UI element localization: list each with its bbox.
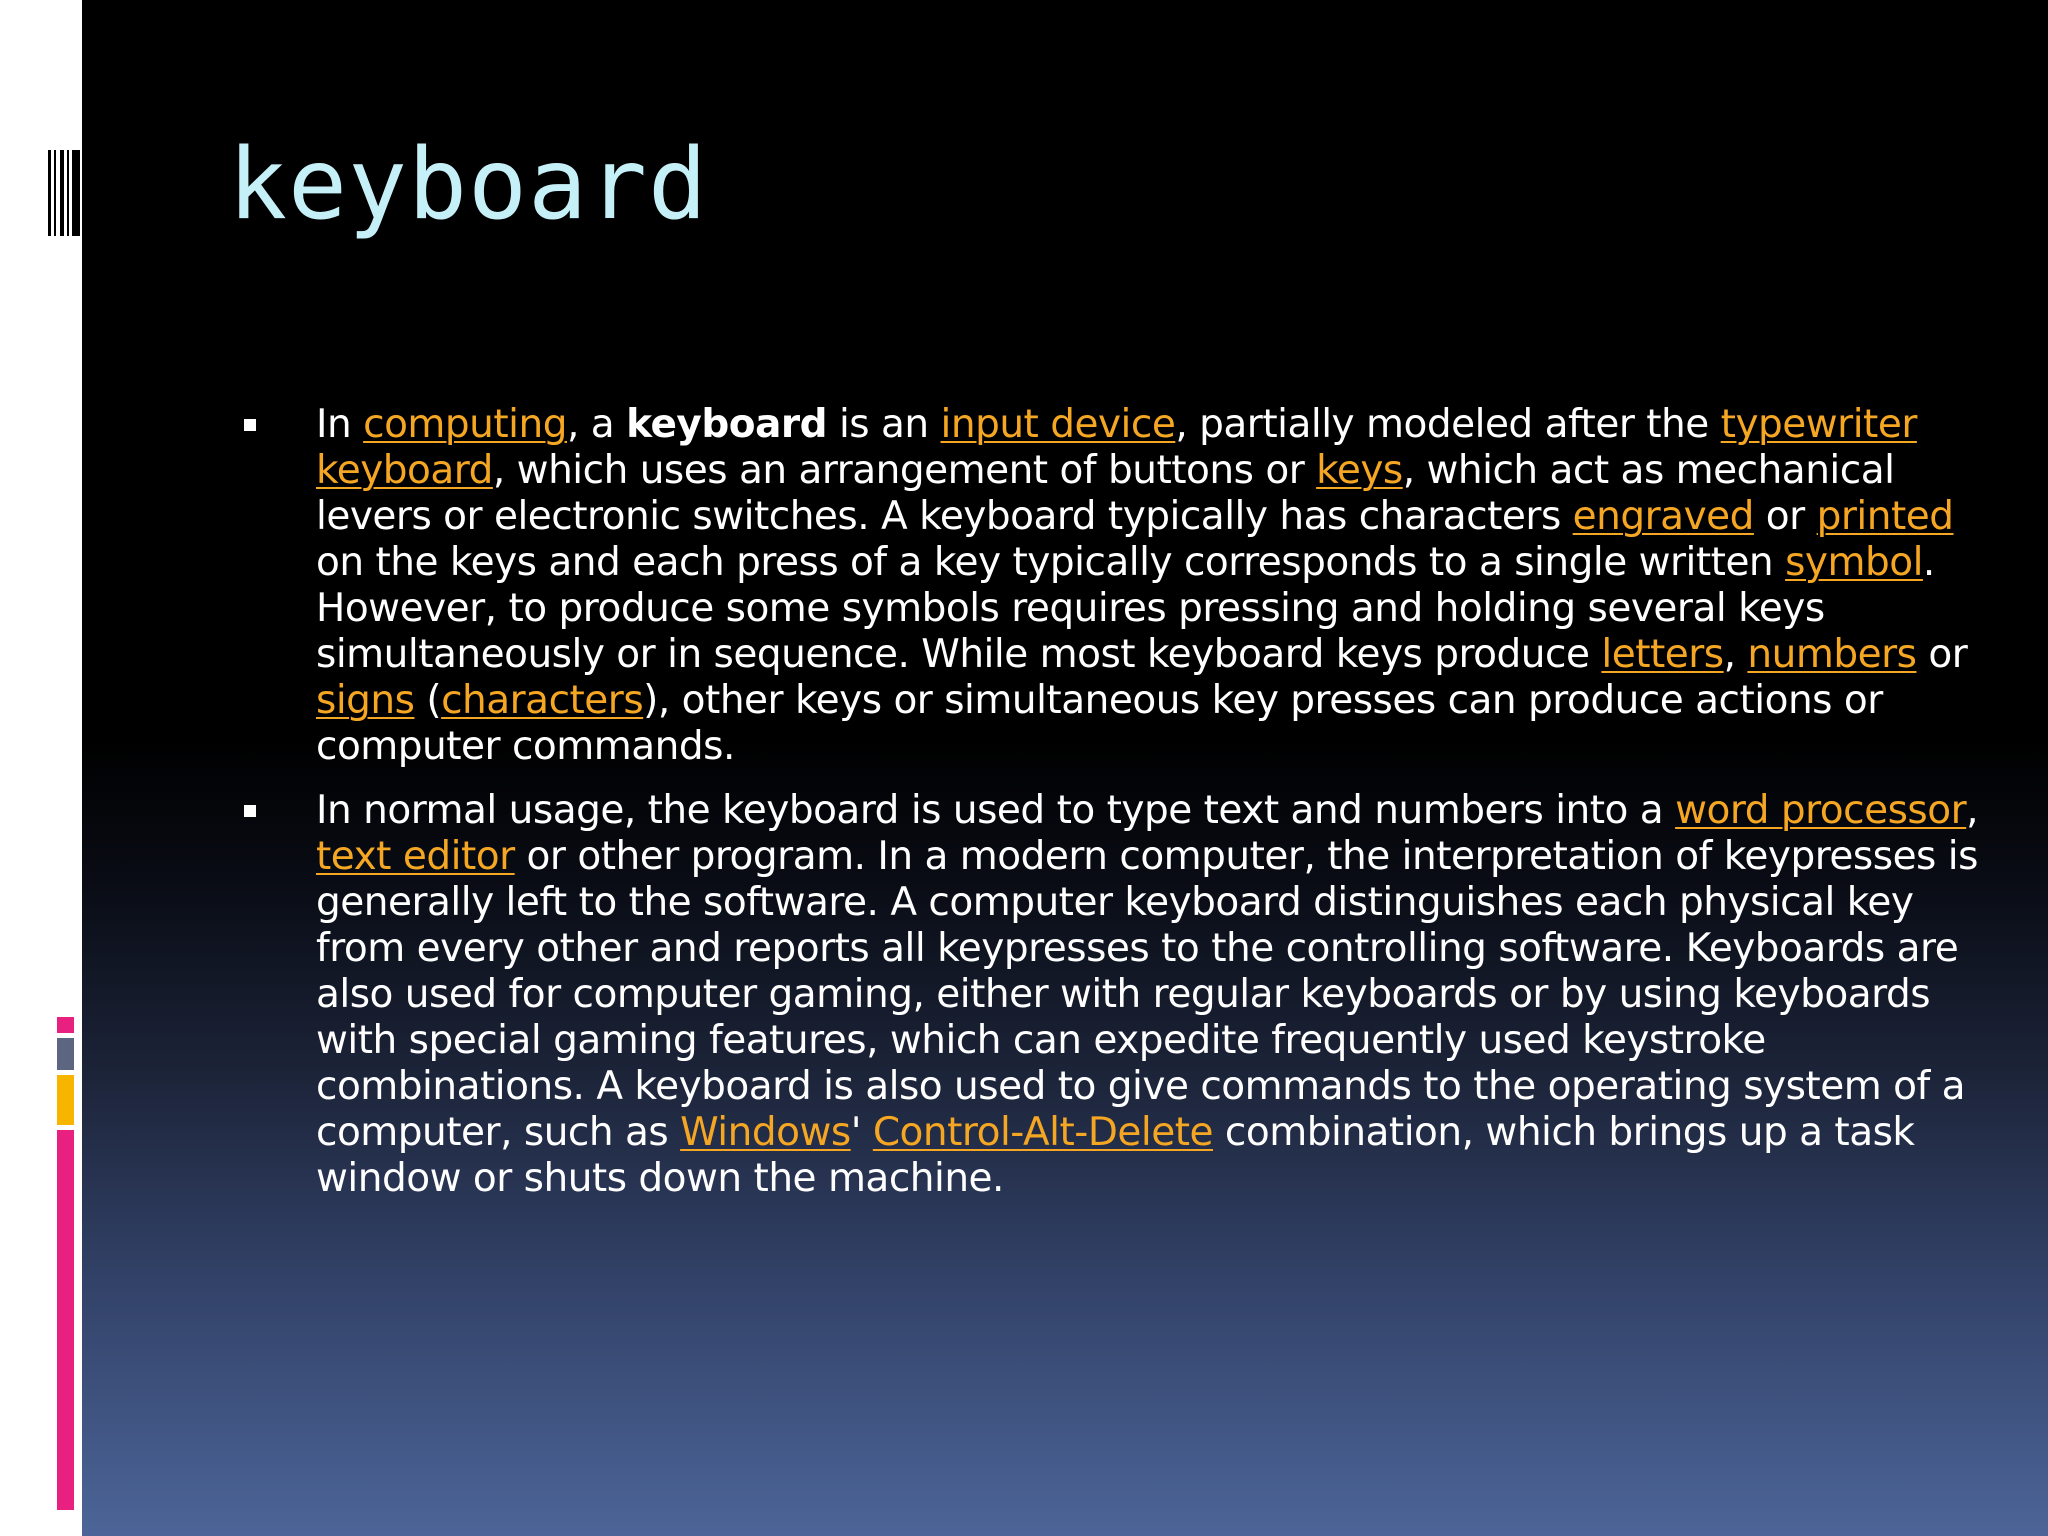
link-symbol[interactable]: symbol [1785, 540, 1923, 585]
bullet-item-definition [240, 402, 2000, 770]
text-run: , [1723, 632, 1748, 677]
link-keys[interactable]: keys [1316, 448, 1403, 493]
text-run: , partially modeled after the [1175, 402, 1721, 447]
text-run: ' [850, 1110, 873, 1155]
link-characters[interactable]: characters [441, 678, 644, 723]
bullet-list [240, 402, 2000, 1220]
text-run: . However, to produce some symbols requires pressing and holding several keys simultaneously or in sequence. While most keyboard keys produce [316, 540, 1935, 677]
text-run: or other program. In a modern computer, the interpretation of keypresses is generally left to the software. A computer keyboard distinguishes each physical key from every other and reports all keypresses to the controlling software. Keyboards are also used for computer gaming, either with regular keyboards or by using keyboards with special gaming features, which can expedite frequently used keystroke combinations. A keyboard is also used to give commands to the operating system of a computer, such as [316, 834, 1978, 1155]
text-run: on the keys and each press of a key typically corresponds to a single written [316, 540, 1786, 585]
link-typewriter-keyboard[interactable]: typewriter keyboard [316, 402, 1917, 493]
text-run: or [1753, 494, 1817, 539]
slide-content-area [82, 0, 2048, 1536]
text-run: is an [827, 402, 941, 447]
decorative-bar-gray [57, 1038, 74, 1070]
decorative-bar-pink-small [57, 1017, 74, 1033]
text-run: , which act as mechanical levers or electronic switches. A keyboard typically has characters [316, 448, 1895, 539]
link-printed[interactable]: printed [1816, 494, 1954, 539]
link-input-device[interactable]: input device [940, 402, 1176, 447]
text-run: In [316, 402, 364, 447]
link-control-alt-delete[interactable]: Control-Alt-Delete [872, 1110, 1214, 1155]
square-bullet-icon [244, 419, 256, 431]
square-bullet-icon [244, 805, 256, 817]
text-run: In normal usage, the keyboard is used to type text and numbers into a [316, 788, 1676, 833]
text-run: combination, which brings up a task window or shuts down the machine. [316, 1110, 1915, 1201]
link-windows[interactable]: Windows [680, 1110, 851, 1155]
link-computing[interactable]: computing [363, 402, 567, 447]
decorative-barcode-stripes [48, 150, 80, 236]
link-numbers[interactable]: numbers [1747, 632, 1917, 677]
text-run: or [1916, 632, 1968, 677]
text-run: ), other keys or simultaneous key presses can produce actions or computer commands. [316, 678, 1883, 769]
decorative-bar-pink-tall [57, 1130, 74, 1510]
text-run: , [1966, 788, 1979, 833]
text-run: , a [567, 402, 627, 447]
link-letters[interactable]: letters [1601, 632, 1724, 677]
slide-title: keyboard [228, 128, 709, 242]
link-signs[interactable]: signs [316, 678, 415, 723]
decorative-bar-amber [57, 1075, 74, 1125]
link-word-processor[interactable]: word processor [1675, 788, 1967, 833]
text-run: ( [414, 678, 442, 723]
bold-term-keyboard: keyboard [626, 402, 828, 447]
text-run: , which uses an arrangement of buttons or [492, 448, 1317, 493]
link-text-editor[interactable]: text editor [316, 834, 515, 879]
link-engraved[interactable]: engraved [1572, 494, 1754, 539]
bullet-item-usage [240, 788, 2000, 1202]
